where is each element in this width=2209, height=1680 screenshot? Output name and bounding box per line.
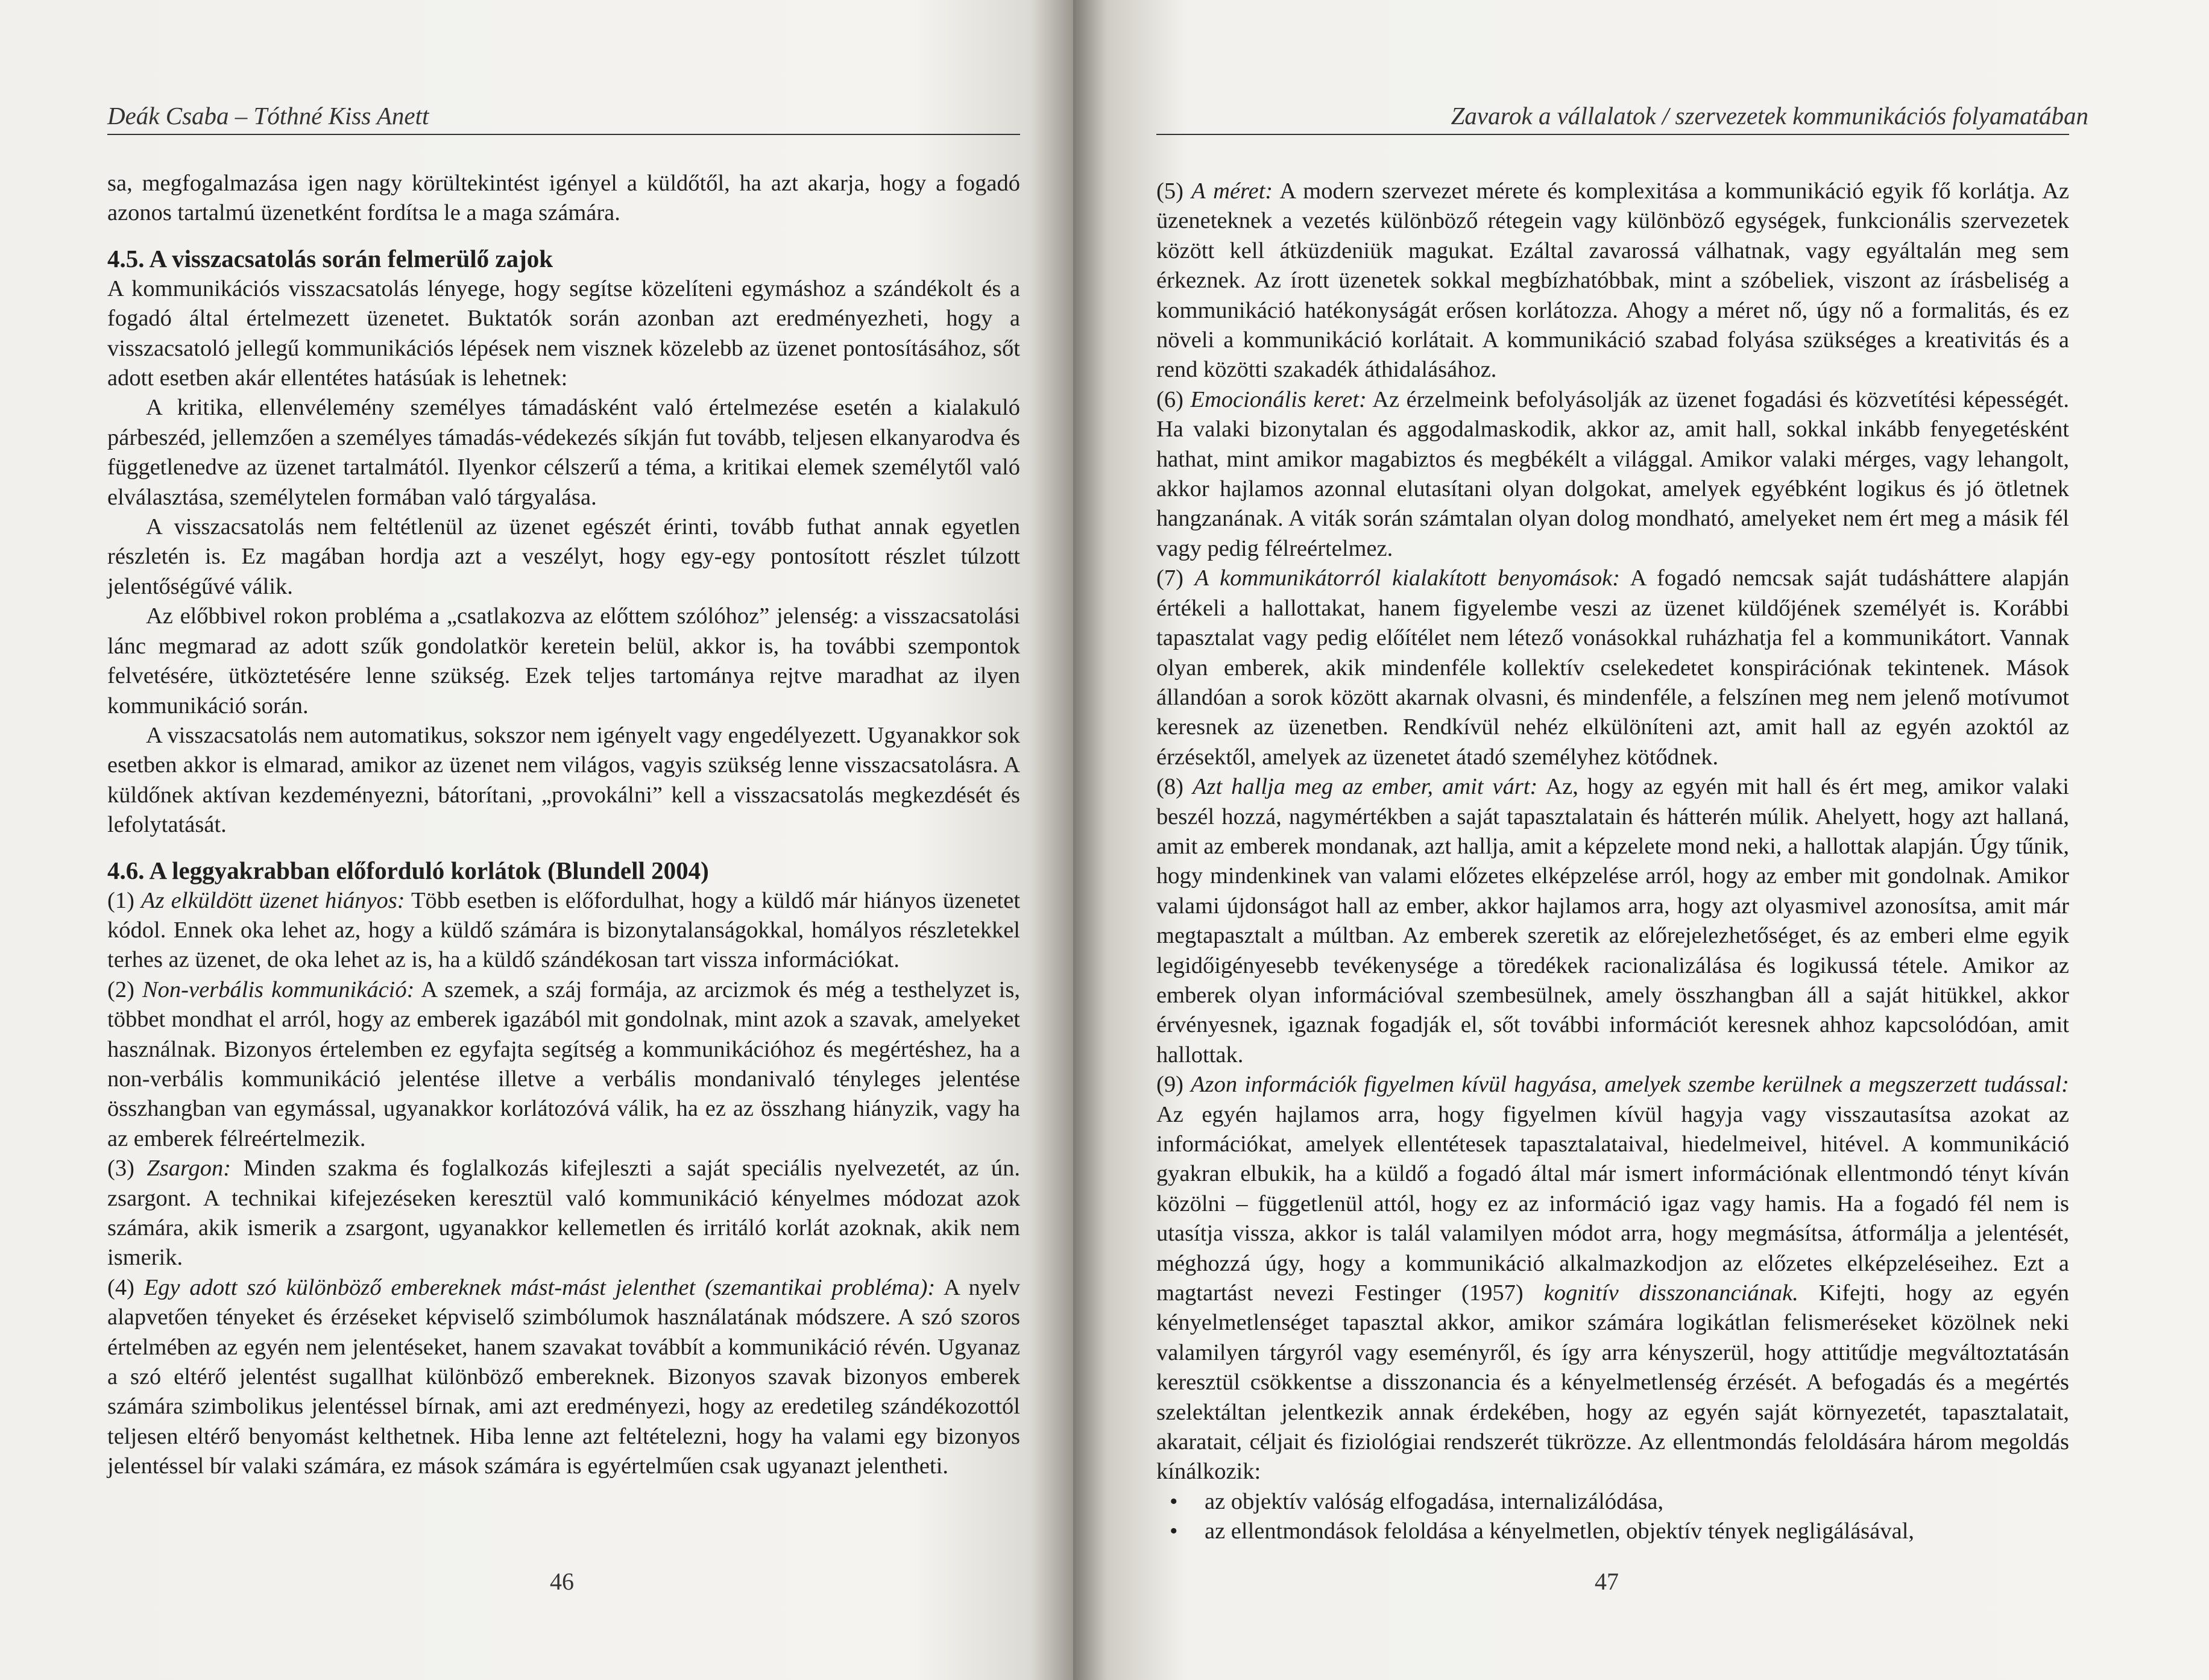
left-body-text <box>107 169 1020 1482</box>
item-number: (1) <box>107 887 134 913</box>
page-number: 46 <box>550 1568 574 1595</box>
item-text: Az érzelmeink befolyásolják az üzenet fogadási és közvetítési képességét. Ha valaki bizonytalan és aggodalmaskodik, akkor az, amit hall, sokkal inkább fenyegetésként hathat, mint amikor magabiztos és megbékélt a világgal. Amikor valaki mérges, vagy lehangolt, akkor hajlamos azonnal elutasítani olyan dolgokat, amelyek egyébként logikus és jó ötletnek hangzanának. A viták során számtalan olyan dolog mondható, amelyeket nem ért meg a másik fél vagy pedig félreértelmez. <box>1156 386 2069 561</box>
list-item <box>1156 385 2069 564</box>
paragraph: A kommunikációs visszacsatolás lényege, hogy segítse közelíteni egymáshoz a szándékolt és a fogadó által értelmezett üzenetet. Buktatók során azonban azt eredményezheti, hogy a visszacsatoló jellegű kommunikációs lépések nem visznek közelebb az üzenet pontosításához, sőt adott esetben akár ellentétes hatásúak is lehetnek: <box>107 275 1020 391</box>
item-label: Azt hallja meg az ember, amit várt: <box>1192 774 1538 800</box>
item-text: Az egyén hajlamos arra, hogy figyelmen kívül hagyja vagy visszautasítsa azokat az információkat, amelyek ellentétesek tapasztalataival, hiedelmeivel, hitével. A kommunikáció gyakran elbukik, ha a küldő a fogadó által már ismert információnak ellentmondó tényt kíván közölni – függetlenül attól, hogy ez az információ igaz vagy hamis. Ha a fogadó fél nem is utasítja vissza, akkor is talál valamilyen módot arra, hogy megmásítsa, átformálja a jelentését, méghozzá úgy, hogy a kommunikáció alkalmazkodjon az előzetes elképzeléseihez. Ezt a magtartást nevezi Festinger (1957) <box>1156 1101 2069 1306</box>
item-text: Minden szakma és foglalkozás kifejleszti a saját speciális nyelvezetét, az ún. zsargont. A technikai kifejezéseken keresztül való kommunikáció kényelmes módozat azok számára, akik ismerik a zsargont, ugyanakkor kellemetlen és irritáló korlát azoknak, akik nem ismerik. <box>107 1156 1021 1271</box>
term-italic: kognitív disszonanciának. <box>1543 1280 1798 1306</box>
item-text: A modern szervezet mérete és komplexitása a kommunikáció egyik fő korlátja. Az üzeneteknek a vezetés különböző rétegein vagy különböző egységek, funkcionális szervezetek között kell átküzdeniük magukat. Ezáltal zavarossá válhatnak, vagy egyáltalán meg sem érkeznek. Az írott üzenetek sokkal megbízhatóbbak, mint a szóbeliek, viszont az írásbeliség a kommunikáció hatékonyságát erősen korlátozza. Ahogy a méret nő, úgy nő a formalitás, és ez növeli a kommunikáció korlátait. A kommunikáció szabad folyása szükséges a kreativitás és a rend közötti szakadék áthidalásához. <box>1156 178 2070 383</box>
item-number: (7) <box>1156 565 1183 591</box>
left-page <box>0 0 1073 1680</box>
paragraph: A kritika, ellenvélemény személyes támadásként való értelmezése esetén a kialakuló párbeszéd, jellemzően a személyes támadás-védekezés síkján fut tovább, teljesen elkanyarodva és függetlenedve az üzenet tartalmától. Ilyenkor célszerű a téma, a kritikai elemek személytől való elválasztása, személytelen formában való tárgyalása. <box>107 395 1020 510</box>
bullet-item: • az objektív valóság elfogadása, internalizálódása, <box>1205 1487 2069 1517</box>
right-page <box>1073 0 2209 1680</box>
list-item <box>107 886 1020 975</box>
bullet-icon: • <box>1170 1518 1178 1544</box>
item-number: (3) <box>107 1156 134 1181</box>
header-rule <box>1156 134 2069 135</box>
item-label: Zsargon: <box>147 1156 232 1181</box>
item-number: (2) <box>107 977 134 1002</box>
item-label: Emocionális keret: <box>1190 386 1367 412</box>
list-item <box>107 975 1020 1154</box>
item-text: Kifejti, hogy az egyén kényelmetlenséget tapasztal akkor, amikor számára logikátlan felismeréseket közölnek neki valamilyen tárgyról vagy eseményről, és így arra kényszerül, hogy attitűdje megváltoztatásán keresztül csökkentse a disszonancia és a kényelmetlenség érzését. A befogadás és a megértés szelektáltan jelentkezik annak érdekében, hogy az egyén saját környezetét, tapasztalatait, akaratait, céljait és fiziológiai rendszerét tükrözze. Az ellentmondás feloldására három megoldás kínálkozik: <box>1156 1280 2070 1485</box>
item-number: (5) <box>1156 178 1183 204</box>
item-label: Azon információk figyelmen kívül hagyása, amelyek szembe kerülnek a megszerzett tudással: <box>1191 1072 2069 1098</box>
list-item <box>107 1273 1020 1482</box>
list-item <box>1156 177 2069 385</box>
paragraph: Az előbbivel rokon probléma a „csatlakozva az előttem szólóhoz” jelenség: a visszacsatolási lánc megmarad az adott szűk gondolatkör keretein belül, akkor is, ha további szempontok felvetésére, ütköztetésére lenne szükség. Ezek teljes tartománya rejtve maradhat az ilyen kommunikáció során. <box>107 603 1020 719</box>
header-rule <box>107 134 1020 135</box>
running-header-chapter: Zavarok a vállalatok / szervezetek kommunikációs folyamatában <box>1451 102 2088 130</box>
continued-paragraph: sa, megfogalmazása igen nagy körültekintést igényel a küldőtől, ha azt akarja, hogy a fogadó azonos tartalmú üzenetként fordítsa le a maga számára. <box>107 171 1020 226</box>
list-item <box>1156 772 2069 1070</box>
item-label: Non-verbális kommunikáció: <box>142 977 415 1002</box>
bullet-icon: • <box>1170 1488 1178 1514</box>
right-body-text <box>1156 177 2069 1547</box>
paragraph: A visszacsatolás nem feltétlenül az üzenet egészét érinti, tovább futhat annak egyetlen részletén is. Ez magában hordja azt a veszélyt, hogy egy-egy pontosított részlet túlzott jelentőségűvé válik. <box>107 514 1020 599</box>
item-text: A nyelv alapvetően tényeket és érzéseket képviselő szimbólumok használatának módszere. A szó szoros értelmében az egyén nem jelentéseket, hanem szavakat továbbít a kommunikáció révén. Ugyanaz a szó eltérő jelentést sugallhat különböző embereknek. Bizonyos szavak bizonyos emberek számára szimbolikus jelentéssel bírnak, ami azt eredményezi, hogy az eredetileg szándékozottól teljesen eltérő benyomást kelthetnek. Hiba lenne azt feltételezni, hogy ha valami egy bizonyos jelentéssel bír valaki számára, ez mások számára is egyértelműen csak ugyanazt jelentheti. <box>107 1274 1020 1479</box>
running-header-authors: Deák Csaba – Tóthné Kiss Anett <box>107 102 429 130</box>
item-text: A fogadó nemcsak saját tudásháttere alapján értékeli a hallottakat, hanem figyelembe veszi az üzenet küldőjének személyét is. Korábbi tapasztalat vagy pedig előítélet nem létező vonásokkal ruházhatja fel a kommunikátort. Vannak olyan emberek, akik mindenféle kollektív cselekedetet konspirációnak tekintenek. Mások állandóan a sorok között akarnak olvasni, és mindenféle, a felszínen meg nem jelenő motívumot keresnek az üzenetben. Rendkívül nehéz elkülöníteni azt, amit hall az egyén azoktól az érzésektől, amelyek az üzenetet átadó személyhez kötődnek. <box>1156 565 2069 770</box>
bullet-list <box>1156 1487 2069 1547</box>
bullet-item: • az ellentmondások feloldása a kényelmetlen, objektív tények negligálásával, <box>1205 1517 2069 1546</box>
page-number: 47 <box>1595 1568 1619 1595</box>
paragraph: A visszacsatolás nem automatikus, sokszor nem igényelt vagy engedélyezett. Ugyanakkor sok esetben akkor is elmarad, amikor az üzenet nem világos, vagyis szükség lenne visszacsatolásra. A küldőnek aktívan kezdeményezni, bátorítani, „provokálni” kell a visszacsatolás megkezdését és lefolytatását. <box>107 722 1020 838</box>
item-number: (9) <box>1156 1072 1183 1098</box>
item-label: Egy adott szó különböző embereknek mást-mást jelenthet (szemantikai probléma): <box>143 1274 936 1300</box>
list-item <box>1156 1070 2069 1487</box>
item-number: (6) <box>1156 386 1183 412</box>
item-label: A méret: <box>1191 178 1273 204</box>
section-heading-4-5: 4.5. A visszacsatolás során felmerülő zajok <box>107 244 553 272</box>
list-item <box>1156 564 2069 772</box>
section-heading-4-6: 4.6. A leggyakrabban előforduló korlátok (Blundell 2004) <box>107 856 709 884</box>
item-label: Az elküldött üzenet hiányos: <box>141 887 405 913</box>
item-text: Az, hogy az egyén mit hall és ért meg, amikor valaki beszél hozzá, nagymértékben a saját tapasztalatain és hátterén múlik. Ahelyett, hogy azt hallaná, amit az emberek mondanak, azt hallja, amit a képzelete mond neki, a hallottak alapján. Úgy tűnik, hogy mindenkinek van valami előzetes elképzelése arról, hogy az ember mit gondolnak. Amikor valami újdonságot hall az ember, akkor hajlamos arra, hogy azt olyasmivel azonosítsa, amit már megtapasztalt a múltban. Az emberek szeretik az előrejelezhetőséget, és az emberi elme egyik legidőigényesebb tevékenysége a töredékek racionalizálása és logikussá tétele. Amikor az emberek olyan információval szembesülnek, amely összhangban áll a saját hitükkel, akkor érvényesnek, igaznak fogadják el, sőt további információt keresnek ahhoz kapcsolódóan, amit hallottak. <box>1156 774 2069 1068</box>
item-label: A kommunikátorról kialakított benyomások: <box>1194 565 1621 591</box>
list-item <box>107 1154 1020 1273</box>
item-text: Több esetben is előfordulhat, hogy a küldő már hiányos üzenetet kódol. Ennek oka lehet az, hogy a küldő számára is bizonytalanságokkal, homályos részletekkel terhes az üzenet, de oka lehet az is, ha a küldő szándékosan tart vissza információkat. <box>107 887 1021 973</box>
item-text: A szemek, a száj formája, az arcizmok és még a testhelyzet is, többet mondhat el arról, hogy az emberek igazából mit gondolnak, mint azok a szavak, amelyeket használnak. Bizonyos értelemben ez egyfajta segítség a kommunikációhoz és megértéshez, ha a non-verbális kommunikáció jelentése illetve a verbális mondanivaló tényleges jelentése összhangban van egymással, ugyanakkor korlátozóvá válik, ha ez az összhang hiányzik, vagy ha az emberek félreértelmezik. <box>107 977 1020 1151</box>
item-number: (4) <box>107 1274 134 1300</box>
item-number: (8) <box>1156 774 1183 800</box>
